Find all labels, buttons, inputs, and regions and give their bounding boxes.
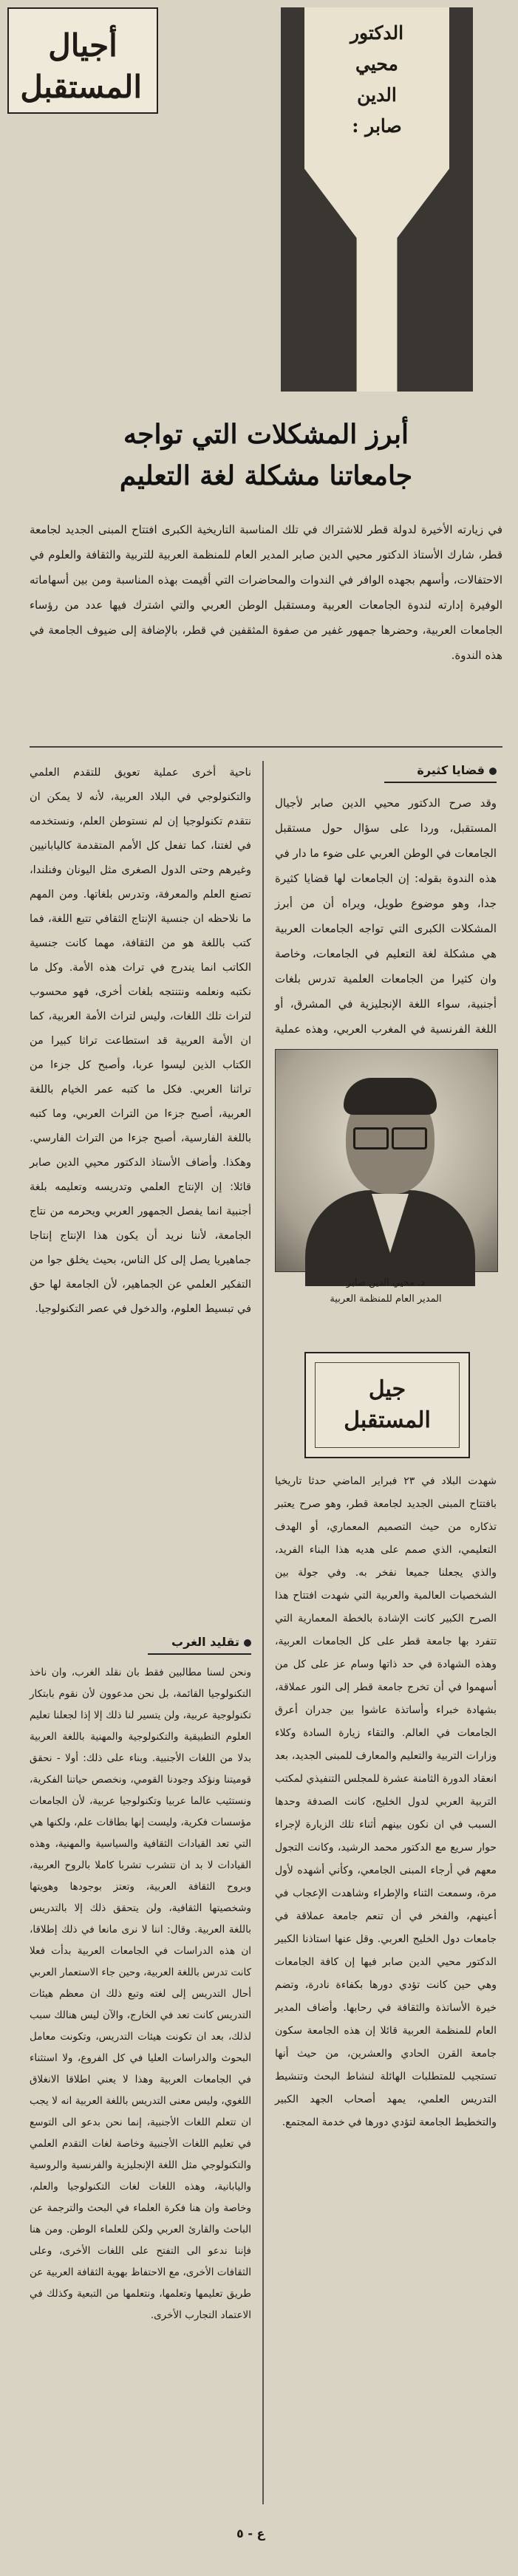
headline-line-2: جامعاتنا مشكلة لغة التعليم	[119, 460, 413, 491]
title-line-1: الدكتور	[350, 22, 404, 44]
portrait-photo	[275, 1049, 498, 1272]
section-2-subhead-text: تقليد الغرب	[171, 1635, 239, 1649]
magazine-logo-box	[7, 7, 158, 114]
section-1-subhead-text: قضايا كثيرة	[417, 763, 485, 777]
title-name	[340, 18, 414, 142]
photo-caption	[275, 1275, 497, 1308]
intro-paragraph: في زيارته الأخيرة لدولة قطر للاشتراك في تلك المناسبة التاريخية الكبرى افتتاح المبنى الجديد لجامعة قطر، شارك الأستاذ الدكتور محيي الدين صابر المدير العام للمنظمة العربية للتربية والثقافة والعلوم في الاحتفالات، وأسهم بجهده الوافر في الندوات والمحاضرات التي أقيمت بهذه المناسبة ومن بين أسهاماته الوفيرة إدارته لندوة الجامعات العربية ومستقبل الوطن العربي والتي اشترك فيها عدد من رؤساء الجامعات العربية، وحضرها جمهور غفير من صفوة المثقفين في قطر، بالإضافة إلى ضيوف الجامعة في هذه الندوة.	[30, 523, 502, 662]
title-line-3: الدين	[357, 84, 397, 106]
title-line-4: صابر :	[352, 115, 402, 137]
logo-line-2: المستقبل	[20, 69, 142, 105]
bullet-icon	[244, 1639, 251, 1647]
section-2-text: ونحن لسنا مطالبين فقط بان نقلد الغرب، وان ناخذ التكنولوجيا القائمة، بل نحن مدعوون لأن نقوم بابتكار تكنولوجية عربية، ولن يتسير لنا ذلك إلا إذا لجعلنا تعليم العلوم التطبيقية والتكنولوجية والمهنية باللغة العربية بدلا من اللغات الأجنبية. وبناء على ذلك: أولا - نحقق قوميتنا ونؤكد وجودنا القومي، ونخصص حياتنا الفكرية، ونستثيب عالما عربيا وتكنولوجيا عربية، لأن الجامعات مؤسسات فكرية، وليست إنها بطاقات علم، ولكنها هي التي تعد القيادات الثقافية والسياسية والمهنية، وهذه القيادات لا بد ان تتشرب تشربا كاملا بالروح العربية، وبروح الثقافة العربية، وتعتز بوجودها وهويتها وشخصيتها الثقافية، ولن يتحقق ذلك إلا بالتدريس باللغة العربية. وقال: اننا لا نرى مانعا في ذلك إطلاقا، ان هذه الدراسات في الجامعات العربية بدأت فعلا كانت تدرس باللغة العربية، وحين جاء الاستعمار العربي أحال التدريس إلى لغته وتبع ذلك ان معظم هيئات التدريس كانت تعد في الخارج، والآن ليس هنالك سبب لذلك، بعد ان تكونت هيئات التدريس، وتكونت معامل البحوث والدراسات العليا في كل الفروع، ولا استثناء في الجامعات العربية وهذا لا يعني اطلاقا الانغلاق اللغوي، وليس معنى التدريس باللغة العربية انه لا يجب ان تتعلم اللغات الأجنبية، إنما نحن بدعو الى التوسع في تعليم اللغات الأجنبية وخاصة لغات التقدم العلمي والتكنولوجي مثل اللغة الإنجليزية والفرنسية والروسية واليابانية، وهذه اللغات لغات التكنولوجيا والعلم، وخاصة وان هنا فكرة العلماء في البحث والترجمة عن الباحث والقارئ العربي ولكن للعلماء الوطن. ومن هنا فإننا ندعو الى التفتح على اللغات الأخرى، وعلى الثقافات الأخرى، مع الاحتفاظ بهوية الثقافة العربية عن طريق تعليمها وتعلمها، ونتعلمها من التبعية وكذلك في الاعتماد التجارب الأخرى.	[30, 1667, 251, 2321]
divider	[30, 746, 502, 748]
caption-line-1: د. محيي الدين صابر	[346, 1277, 426, 1288]
logo-line-1: أجيال	[48, 27, 117, 64]
section-logo	[306, 1374, 468, 1436]
article-headline	[30, 414, 502, 496]
section-1-text: وقد صرح الدكتور محيي الدين صابر لأجيال المستقبل، وردا على سؤال حول مستقبل الجامعات في الوطن العربي على ضوء ما دار في هذه الندوة بقوله: إن الجامعات لها قضايا كثيرة جدا، وهو موضوع طويل، ويراه أن من أبرز المشكلات الكبرى التي تواجه الجامعات العربية هي مشكلة لغة التعليم في الجامعات، وخاصة وان كثيرا من الجامعات العلمية تدرس بلغات أجنبية، سواء اللغة الإنجليزية في المشرق، أو اللغة الفرنسية في المغرب العربي، وهذه عملية	[275, 796, 497, 1036]
section-2-subhead	[148, 1633, 251, 1655]
section-logo-line-2: المستقبل	[344, 1407, 431, 1433]
column-divider	[262, 761, 264, 2504]
caption-line-2: المدير العام للمنظمة العربية	[330, 1294, 442, 1305]
photo-hair	[344, 1078, 437, 1115]
left-upper-text: ناحية أخرى عملية تعويق للتقدم العلمي والتكنولوجي في البلاد العربية، لأنه لا يمكن ان نتقدم تكنولوجيا إن لم نستوطن العلم، ونستخدمه في لغتنا، كما تفعل كل الأمم المتقدمة كاليابانيين وغيرهم وحتى الدول الصغرى مثل اليونان وفنلندا، تصنع العلم والمعرفة، وتدرس بلغاتها. ومن المهم ما نلاحظه ان جنسية الإنتاج الثقافي تتبع اللغة، فما كتب باللغة هو من الثقافة، مهما كانت جنسية الكاتب انما يندرج في تراث هذه الأمة. وكل ما نكتبه ونعلمه ونتنتجه بلغات أخرى، فهو محسوب لتراث تلك اللغات، وليس لتراث الأمة العربية، كما ان الأمة العربية قد استطاعت تراثا كبيرا من الكتاب الذين ليسوا عربا، وأصبح كل جزءا من تراثنا العربي. فكل ما كتبه عمر الخيام باللغة العربية، أصبح جزءا من التراث العربي، وما كتبه باللغة الفارسية، أصبح جزءا من التراث الفارسي. وهكذا. وأضاف الأستاذ الدكتور محيي الدين صابر قائلا: إن الإنتاج العلمي وتدريسه وتعليمه بلغة أجنبية انما يفصل الجمهور العربي ويحرمه من نتاج الجامعة، لأننا نريد أن يكون هذا الإنتاج إنتاجا جماهيريا يصل إلى كل الناس، بحيث يخلق جوا من التفكير العلمي عن الجماهير، لأن الجامعة لها حق في تبسيط العلوم، والدخول في عصر التكنولوجيا.	[30, 767, 251, 1315]
page-number: ع - ٥	[236, 2527, 265, 2541]
section-1-subhead	[384, 761, 497, 783]
title-panel	[281, 7, 473, 392]
glasses-icon	[353, 1127, 427, 1145]
section-logo-line-1: جيل	[368, 1376, 406, 1402]
section-logo-box	[304, 1352, 470, 1458]
bullet-icon	[489, 768, 497, 775]
magazine-logo	[20, 25, 142, 108]
headline-line-1: أبرز المشكلات التي تواجه	[123, 419, 409, 450]
title-line-2: محيي	[355, 53, 398, 75]
right-lower-text: شهدت البلاد في ٢٣ فبراير الماضي حدثا تاريخيا بافتتاح المبنى الجديد لجامعة قطر، وهو صرح يعتبر تذكاره من حيث التصميم المعماري، أو الهدف التعليمي، الذي صمم على هديه هذا البناء الفريد، والذي يجعلنا جميعا نفخر به. وفي جولة بين الشخصيات العالمية والعربية التي شهدت افتتاح هذا الصرح الكبير كانت الإشادة بالخطة المعمارية التي تتفرد بها جامعة قطر على كل الجامعات العربية، وهذه الشهادة في حد ذاتها وسام عز على كل من أسهموا في أن تخرج جامعة قطر إلى النور عملاقة، بشهادة خبراء وأساتذة عاشوا بين جدران أعرق الجامعات في العالم. والتقاء زيارة السادة وكلاء وزارات التربية والتعليم والمعارف للمبنى الجديد، بعد انعقاد الدورة الثامنة عشرة للمجلس التنفيذي لمكتب التربية العربي لدول الخليج، كانت الصدفة وحدها السبب في ان نكون بينهم أثناء تلك الزيارة لإجراء حوار سريع مع الدكتور محمد الرشيد، وكانت التجول معهم في أرجاء المبنى الجامعي، وكأني أشهده لأول مرة، وسمعت الثناء والإطراء وشاهدت الإعجاب في أعينهم، والفخر في أن تنعم جامعة عملاقة في جامعات دول الخليج العربي. وقل عنها استاذنا الكبير الدكتور محيي الدين صابر فيها إن كافة الجامعات وهي حين كانت تؤدي دورها بكفاءة نادرة، وتضم خيرة الأساتذة والثقافة في رحابها. وأضاف المدير العام للمنظمة العربية قائلا إن هذه الجامعة سكون جامعة القرن الحادي والعشرين، من حيث أنها تستجيب للمتطلبات الهائلة لنشاط البحث وتنشيط التدريس العلمي، يمهد أصحاب الجهد الكبير والتخطيط الجامعة لتؤدي دورها في خدمة المجتمع.	[275, 1475, 497, 2128]
